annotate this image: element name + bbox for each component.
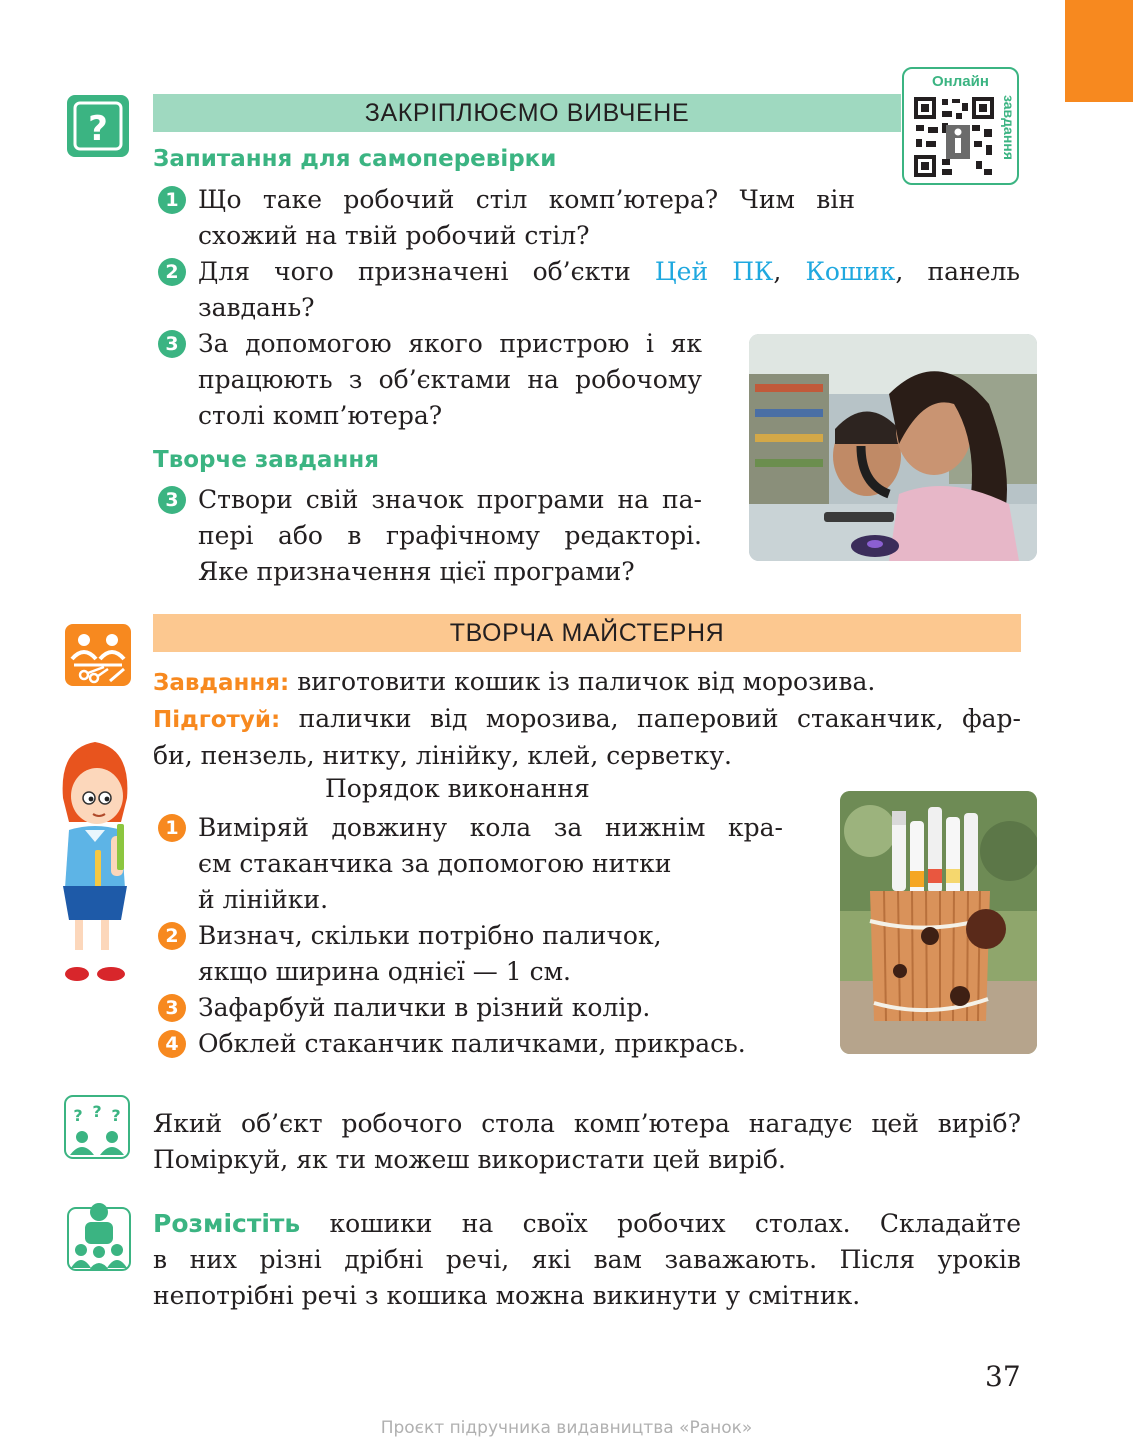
order-title: Порядок виконання [325, 774, 590, 803]
svg-text:?: ? [92, 1102, 102, 1121]
question-3 [198, 326, 702, 434]
workshop-icon [64, 623, 132, 687]
task-line [153, 664, 1021, 701]
qr-code-box[interactable] [902, 67, 1019, 185]
recycle-bin-term: Кошик [805, 257, 896, 286]
creative-line-2: пері або в графічному редакторі. [198, 521, 702, 550]
this-pc-term: Цей ПК [654, 257, 774, 286]
prep-line-1 [153, 701, 1021, 738]
qr-side-label: завдання [1001, 95, 1017, 160]
step-2-line-1: Визнач, скільки потрібно паличок, [198, 921, 662, 950]
creative-task [198, 482, 702, 590]
comma: , [773, 257, 806, 286]
step-4-line-1: Обклей стаканчик паличками, прикрась. [198, 1029, 746, 1058]
question-3-line-3: столі комп’ютера? [198, 401, 443, 430]
group-label: Розмістіть [153, 1209, 301, 1238]
question-2-text: Для чого призначені об’єкти [198, 257, 655, 286]
group-text-1: кошики на своїх робочих столах. Складайте [300, 1209, 1021, 1238]
creative-line-1: Створи свій значок програми на па- [198, 485, 702, 514]
task-text: виготовити кошик із паличок від морозива. [289, 667, 876, 696]
step-number-3: 3 [158, 994, 186, 1022]
question-2-line-2: завдань? [198, 293, 315, 322]
question-icon [65, 93, 131, 159]
children-at-computer-photo [749, 334, 1037, 561]
creative-task-heading: Творче завдання [153, 447, 379, 473]
step-3-line-1: Зафарбуй палички в різний колір. [198, 993, 651, 1022]
question-number-1: 1 [158, 186, 186, 214]
group-task [153, 1206, 1021, 1314]
page-number: 37 [985, 1360, 1021, 1393]
question-number-3: 3 [158, 330, 186, 358]
popsicle-basket-photo [840, 791, 1037, 1054]
group-line-2: в них різні дрібні речі, які вам заважають. Після уроків [153, 1245, 1021, 1274]
qr-label: Онлайн [932, 73, 989, 90]
workshop-task [153, 664, 1021, 774]
prep-text-1: палички від морозива, паперовий стаканчик, фар- [280, 704, 1021, 733]
question-number-2: 2 [158, 258, 186, 286]
prep-line-2: би, пензель, нитку, лінійку, клей, серветку. [153, 741, 732, 770]
think-question [153, 1106, 1021, 1178]
prep-label: Підготуй: [153, 707, 281, 733]
section-title-workshop: ТВОРЧА МАЙСТЕРНЯ [153, 614, 1021, 652]
discussion-icon [64, 1095, 130, 1159]
question-3-line-2: працюють з об’єктами на робочому [198, 365, 702, 394]
step-2 [198, 918, 758, 990]
girl-illustration [55, 738, 135, 990]
step-number-1: 1 [158, 814, 186, 842]
question-2 [198, 254, 1020, 326]
question-3-line-1: За допомогою якого пристрою і як [198, 329, 702, 358]
question-2-text-end: , панель [895, 257, 1020, 286]
task-label: Завдання: [153, 670, 290, 696]
creative-task-number: 3 [158, 486, 186, 514]
group-line-3: непотрібні речі з кошика можна викинути у смітник. [153, 1281, 861, 1310]
group-line-1 [153, 1206, 1021, 1242]
step-number-4: 4 [158, 1030, 186, 1058]
step-1-line-2: єм стаканчика за допомогою нитки [198, 849, 672, 878]
group-work-icon [67, 1200, 133, 1272]
question-1 [198, 182, 855, 254]
creative-line-3: Яке призначення цієї програми? [198, 557, 635, 586]
svg-text:?: ? [73, 1106, 83, 1125]
footer-note: Проєкт підручника видавництва «Ранок» [380, 1418, 753, 1438]
step-1-line-1: Виміряй довжину кола за нижнім кра- [198, 813, 783, 842]
step-1 [198, 810, 783, 918]
question-1-line-1: Що таке робочий стіл комп’ютера? Чим він [198, 185, 855, 214]
corner-tab [1065, 0, 1133, 102]
self-check-heading: Запитання для самоперевірки [153, 146, 557, 172]
step-1-line-3: й лінійки. [198, 885, 329, 914]
svg-text:?: ? [111, 1106, 121, 1125]
question-1-line-2: схожий на твій робочий стіл? [198, 221, 590, 250]
think-line-2: Поміркуй, як ти можеш використати цей виріб. [153, 1145, 786, 1174]
svg-text:?: ? [88, 109, 108, 149]
step-2-line-2: якщо ширина однієї — 1 см. [198, 957, 571, 986]
think-line-1: Який об’єкт робочого стола комп’ютера нагадує цей виріб? [153, 1109, 1021, 1138]
step-number-2: 2 [158, 922, 186, 950]
question-2-line-1 [198, 254, 1020, 290]
section-title-consolidate: ЗАКРІПЛЮЄМО ВИВЧЕНЕ [153, 94, 901, 132]
qr-code-icon [912, 95, 996, 179]
